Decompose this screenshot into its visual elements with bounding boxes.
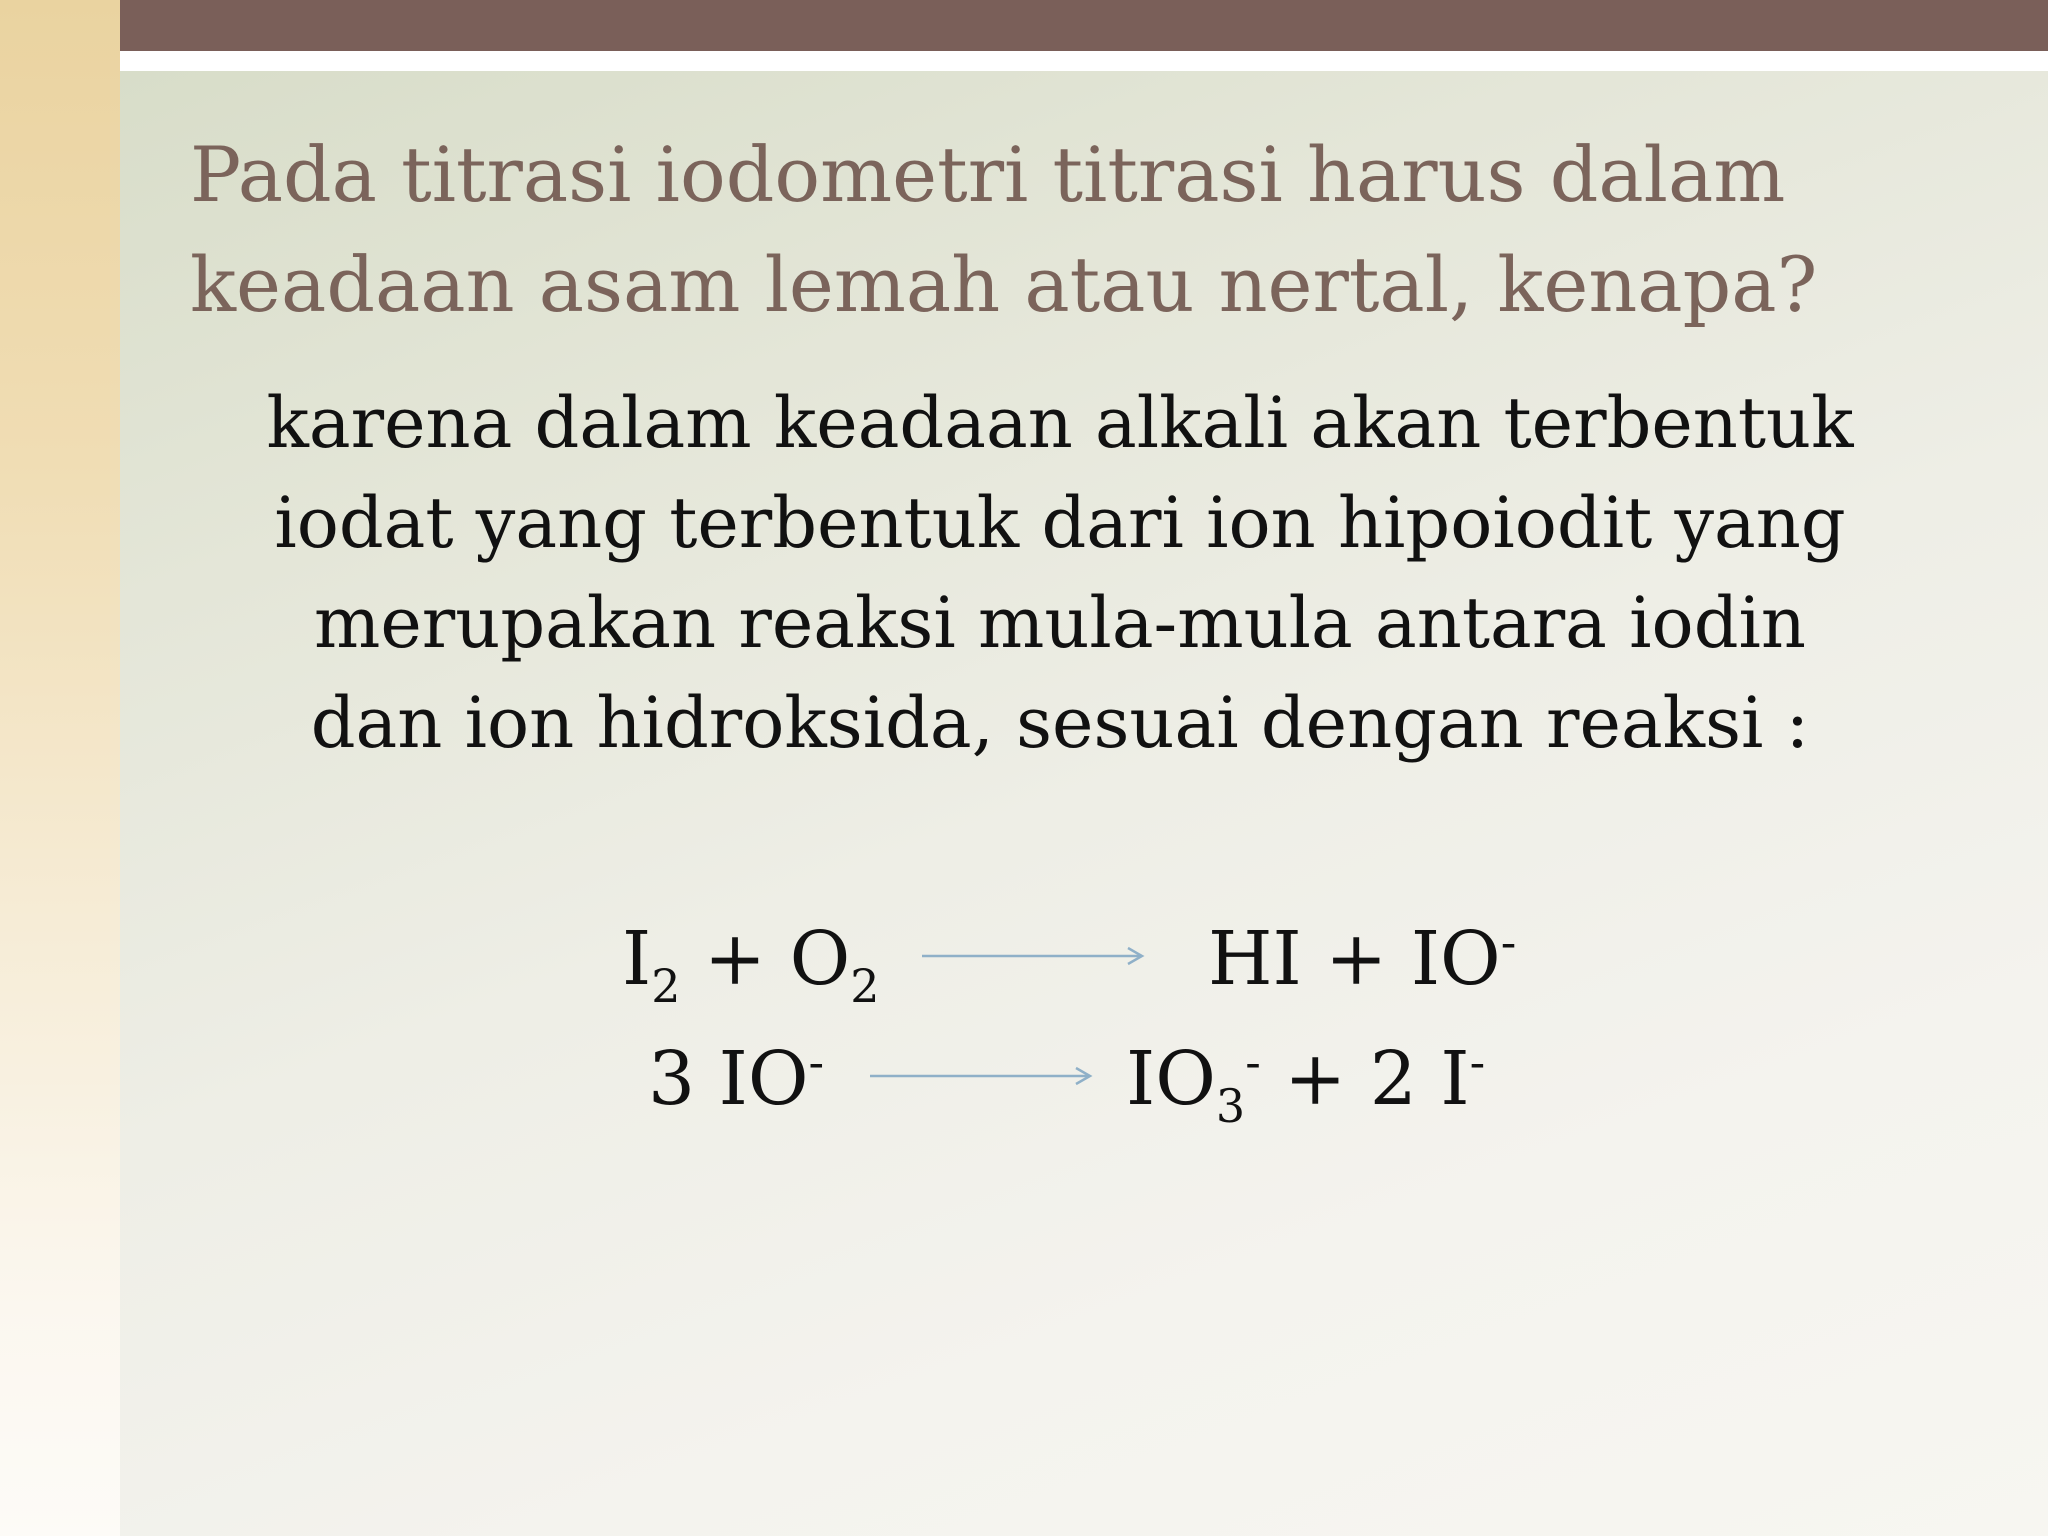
reaction-1-plus: + <box>680 916 790 1002</box>
reaction-2-reactants <box>648 1035 825 1122</box>
reaction-1-reactant-b: O <box>789 916 851 1002</box>
reaction-1-arrow-icon <box>920 944 1146 968</box>
reaction-2-arrow-icon <box>868 1064 1094 1088</box>
reaction-2-product-a: IO <box>1126 1036 1216 1122</box>
reaction-1-products <box>1208 915 1517 1002</box>
body-line-1: karena dalam keadaan alkali akan terbentuk <box>266 382 1854 464</box>
reaction-1-reactants <box>622 916 880 1013</box>
body-text <box>200 373 1920 773</box>
title-line-1: Pada titrasi iodometri titrasi harus dalam <box>190 130 1786 219</box>
reaction-1-reactant-a-subscript: 2 <box>651 959 681 1013</box>
slide-title <box>190 120 1950 340</box>
reaction-1-product-a-charge: - <box>1500 915 1517 969</box>
reaction-2-product-rest-charge: - <box>1469 1035 1486 1089</box>
body-line-3: merupakan reaksi mula-mula antara iodin <box>314 582 1806 664</box>
left-accent-band <box>0 0 120 1536</box>
reaction-2-reactant-a-charge: - <box>808 1035 825 1089</box>
reaction-2-product-a-charge: - <box>1245 1035 1261 1089</box>
reaction-2-reactant-a: 3 IO <box>648 1036 809 1122</box>
reaction-1-product-a: HI + IO <box>1208 916 1501 1002</box>
top-white-strip <box>120 51 2048 71</box>
reaction-2-products <box>1126 1035 1486 1133</box>
top-accent-bar <box>120 0 2048 51</box>
body-line-2: iodat yang terbentuk dari ion hipoiodit yang <box>274 482 1846 564</box>
reaction-2-product-rest: + 2 I <box>1260 1036 1470 1122</box>
reaction-1-reactant-a: I <box>622 916 652 1002</box>
reaction-1-reactant-b-subscript: 2 <box>850 959 880 1013</box>
reaction-2-product-a-subscript: 3 <box>1215 1079 1246 1133</box>
title-line-2: keadaan asam lemah atau nertal, kenapa? <box>190 240 1818 329</box>
body-line-4: dan ion hidroksida, sesuai dengan reaksi : <box>310 682 1810 764</box>
